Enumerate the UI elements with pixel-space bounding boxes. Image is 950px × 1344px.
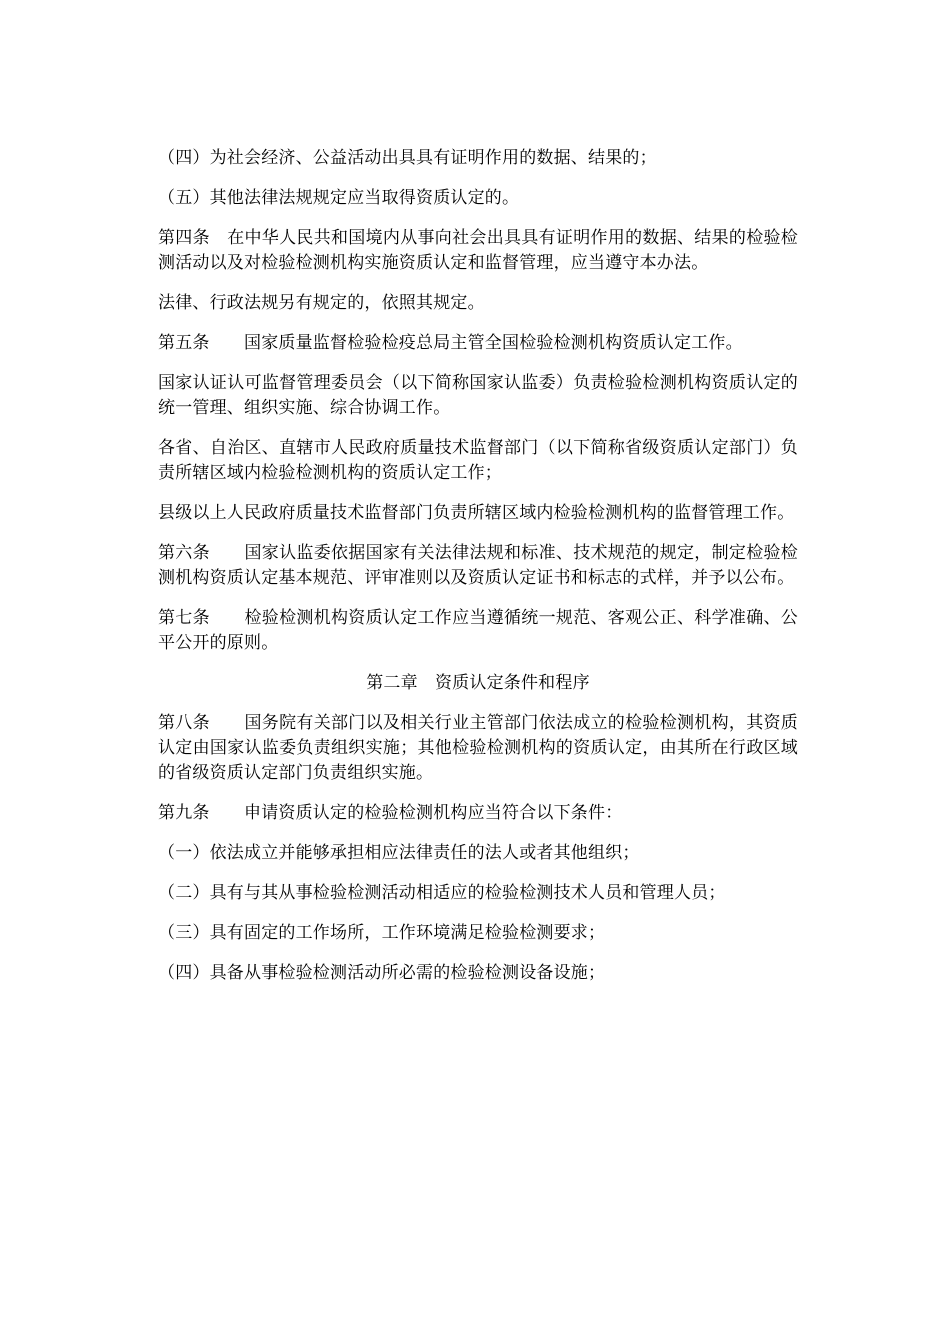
article-8: 第八条 国务院有关部门以及相关行业主管部门依法成立的检验检测机构，其资质认定由国家认监委负责组织实施；其他检验检测机构的资质认定，由其所在行政区域的省级资质认定部门负责组织实施。 [158, 713, 798, 783]
article-6: 第六条 国家认监委依据国家有关法律法规和标准、技术规范的规定，制定检验检测机构资质认定基本规范、评审准则以及资质认定证书和标志的式样，并予以公布。 [158, 543, 798, 588]
clause-item-4: （四）为社会经济、公益活动出具具有证明作用的数据、结果的； [158, 148, 657, 168]
article-9: 第九条 申请资质认定的检验检测机构应当符合以下条件： [158, 803, 623, 823]
chapter-heading: 第二章 资质认定条件和程序 [366, 673, 590, 693]
article-7: 第七条 检验检测机构资质认定工作应当遵循统一规范、客观公正、科学准确、公平公开的原则。 [158, 608, 798, 653]
article-5-para-2: 国家认证认可监督管理委员会（以下简称国家认监委）负责检验检测机构资质认定的统一管理、组织实施、综合协调工作。 [158, 373, 798, 418]
condition-item-3: （三）具有固定的工作场所，工作环境满足检验检测要求； [158, 923, 606, 943]
article-5-para-4: 县级以上人民政府质量技术监督部门负责所辖区域内检验检测机构的监督管理工作。 [158, 503, 795, 523]
article-5: 第五条 国家质量监督检验检疫总局主管全国检验检测机构资质认定工作。 [158, 333, 743, 353]
article-4-note: 法律、行政法规另有规定的，依照其规定。 [158, 293, 485, 313]
clause-item-5: （五）其他法律法规规定应当取得资质认定的。 [158, 188, 520, 208]
condition-item-1: （一）依法成立并能够承担相应法律责任的法人或者其他组织； [158, 843, 640, 863]
document-body [158, 146, 798, 1001]
condition-item-4: （四）具备从事检验检测活动所必需的检验检测设备设施； [158, 963, 606, 983]
condition-item-2: （二）具有与其从事检验检测活动相适应的检验检测技术人员和管理人员； [158, 883, 726, 903]
article-5-para-3: 各省、自治区、直辖市人民政府质量技术监督部门（以下简称省级资质认定部门）负责所辖区域内检验检测机构的资质认定工作； [158, 438, 798, 483]
article-4: 第四条 在中华人民共和国境内从事向社会出具具有证明作用的数据、结果的检验检测活动以及对检验检测机构实施资质认定和监督管理，应当遵守本办法。 [158, 228, 798, 273]
